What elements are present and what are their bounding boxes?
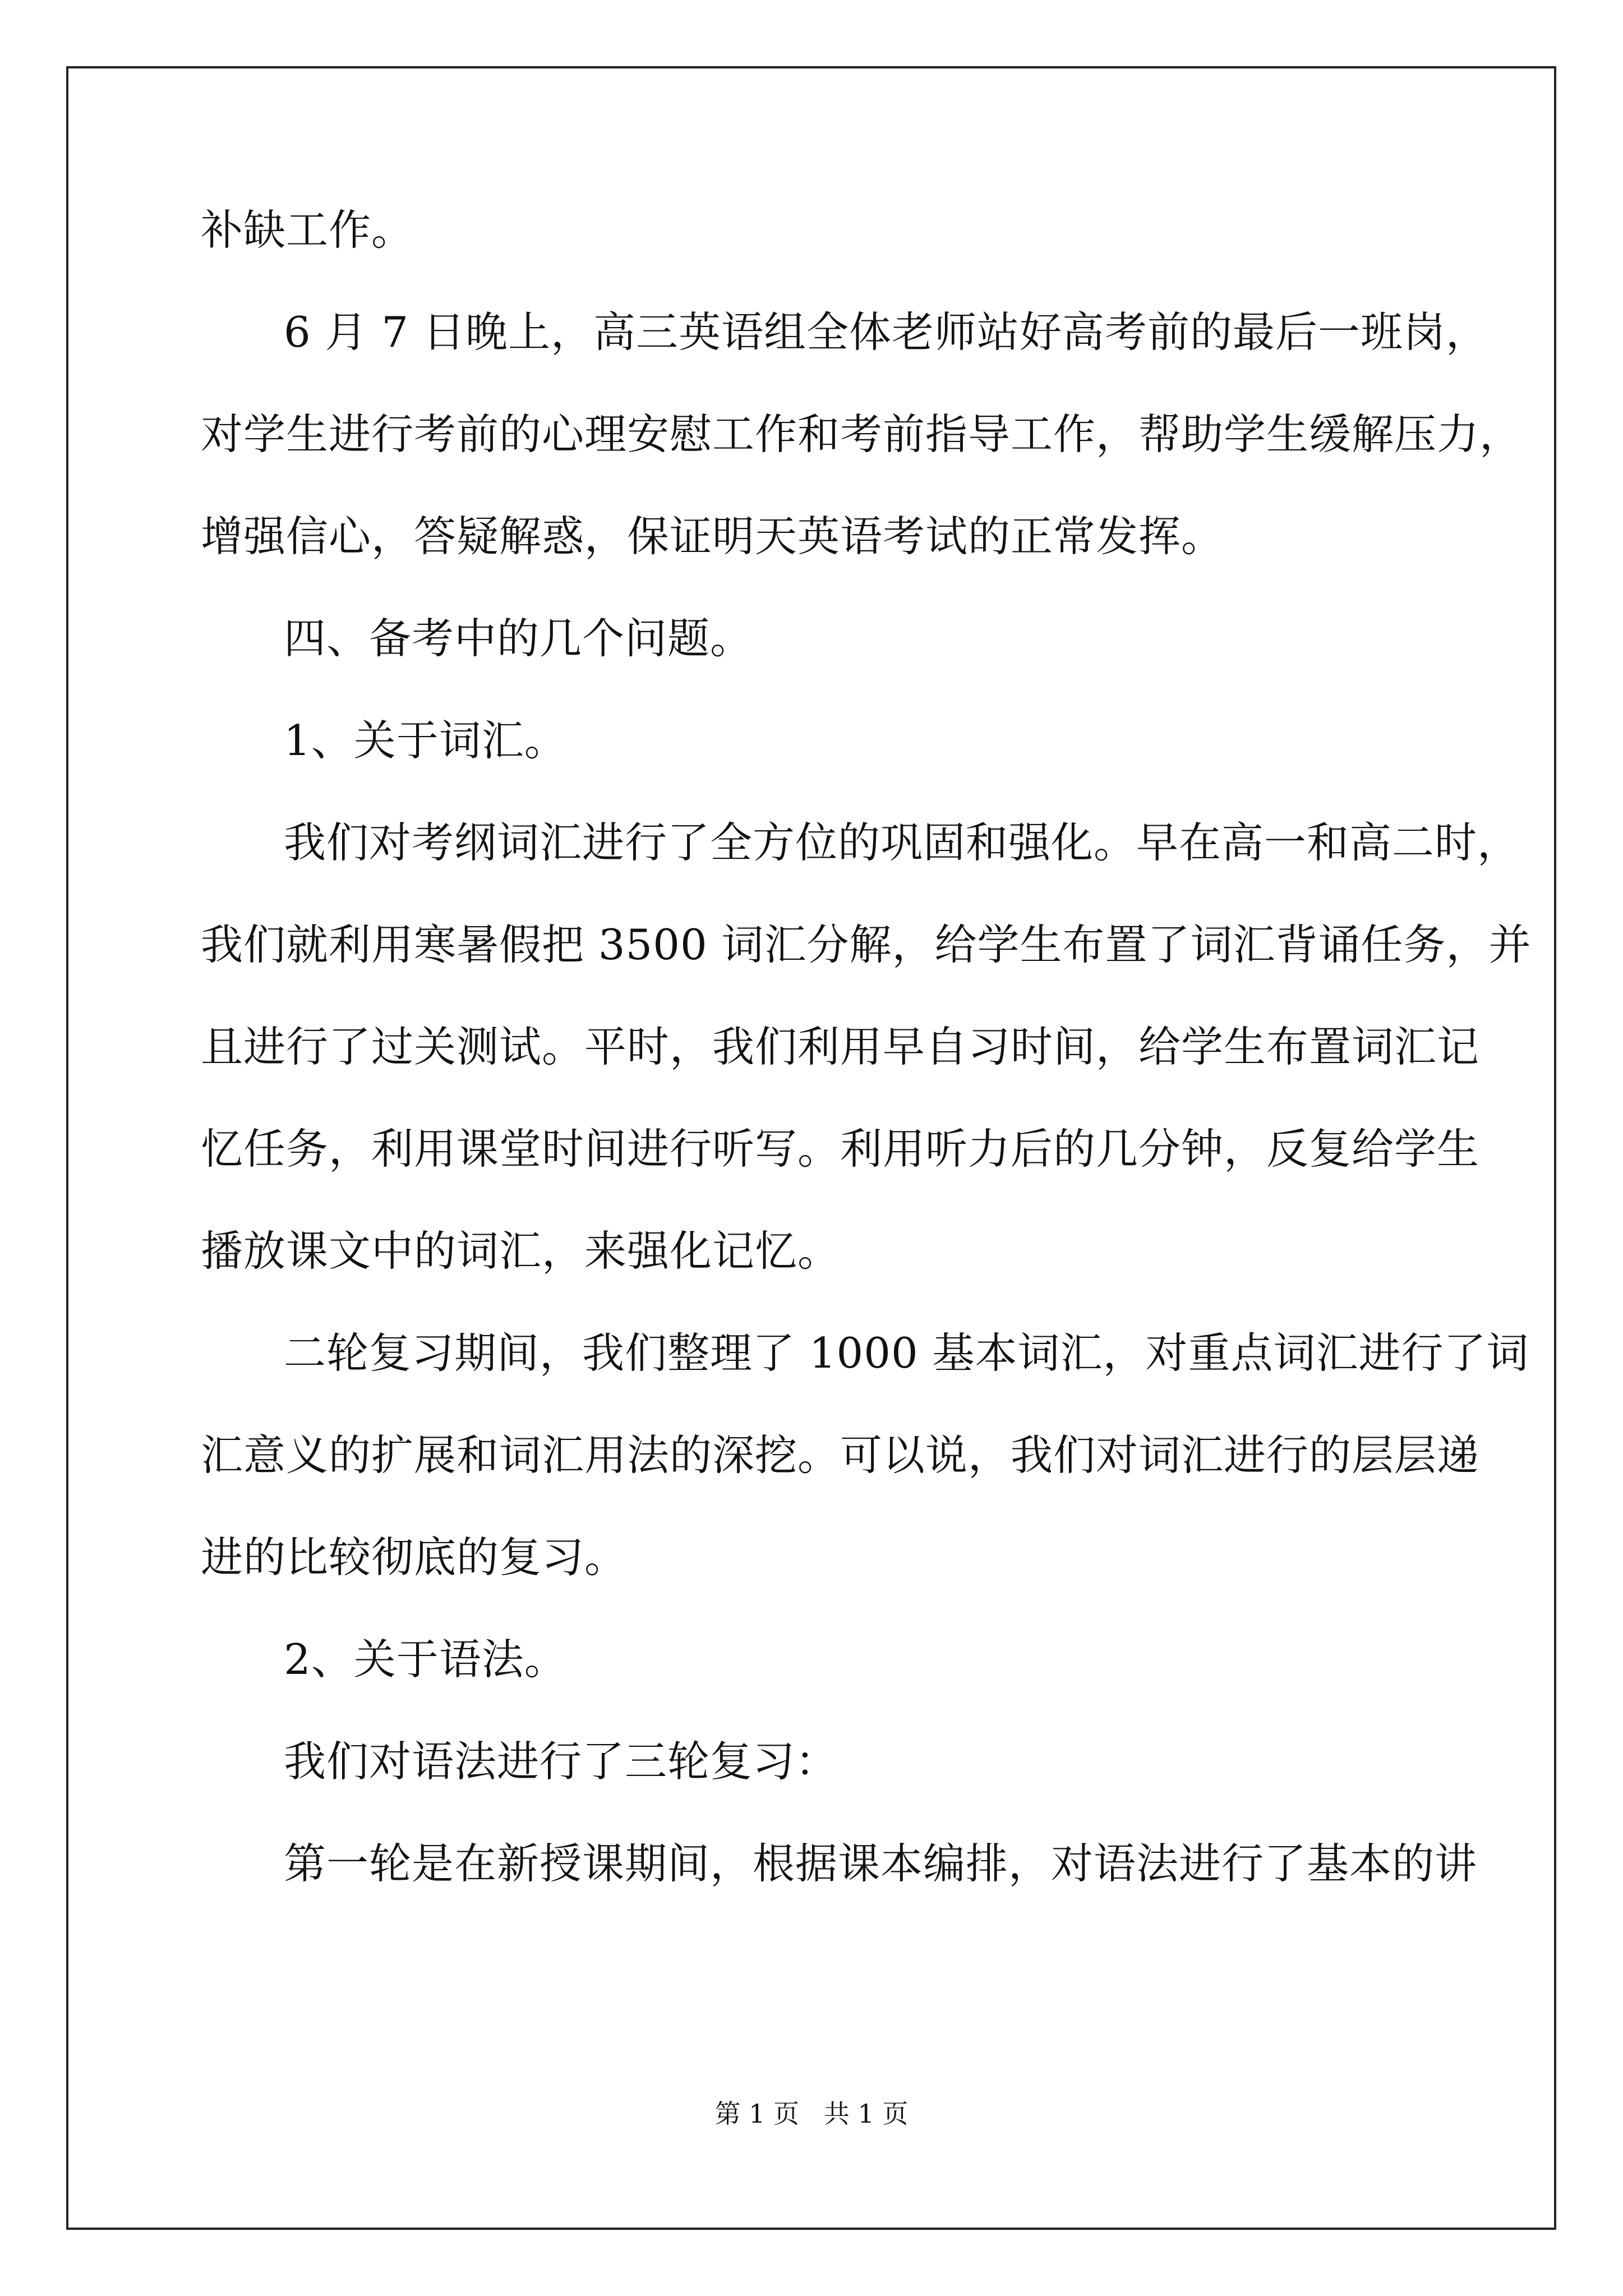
- text-line: 对学生进行考前的心理安慰工作和考前指导工作，帮助学生缓解压力，: [201, 409, 1523, 459]
- text-line: 第一轮是在新授课期间，根据课本编排，对语法进行了基本的讲: [284, 1839, 1478, 1888]
- text-line: 忆任务，利用课堂时间进行听写。利用听力后的几分钟，反复给学生: [201, 1124, 1480, 1174]
- text-line: 我们对语法进行了三轮复习：: [284, 1737, 838, 1786]
- text-line: 我们对考纲词汇进行了全方位的巩固和强化。早在高一和高二时，: [284, 818, 1520, 867]
- subsection-heading: 1、关于词汇。: [284, 716, 567, 765]
- text-line: 且进行了过关测试。平时，我们利用早自习时间，给学生布置词汇记: [201, 1022, 1480, 1071]
- text-line: 播放课文中的词汇，来强化记忆。: [201, 1226, 841, 1276]
- text-line: 进的比较彻底的复习。: [201, 1533, 628, 1582]
- page-number-footer: 第 1 页 共 1 页: [714, 2099, 909, 2129]
- text-line: 汇意义的扩展和词汇用法的深挖。可以说，我们对词汇进行的层层递: [201, 1430, 1480, 1480]
- text-line: 补缺工作。: [201, 205, 414, 255]
- text-line: 增强信心，答疑解惑，保证明天英语考试的正常发挥。: [201, 512, 1224, 561]
- subsection-heading: 2、关于语法。: [284, 1635, 567, 1684]
- text-line: 二轮复习期间，我们整理了 1000 基本词汇，对重点词汇进行了词: [284, 1328, 1529, 1378]
- text-line: 6 月 7 日晚上，高三英语组全体老师站好高考前的最后一班岗，: [284, 307, 1488, 357]
- text-line: 我们就利用寒暑假把 3500 词汇分解，给学生布置了词汇背诵任务，并: [201, 920, 1532, 969]
- section-heading: 四、备考中的几个问题。: [284, 614, 753, 663]
